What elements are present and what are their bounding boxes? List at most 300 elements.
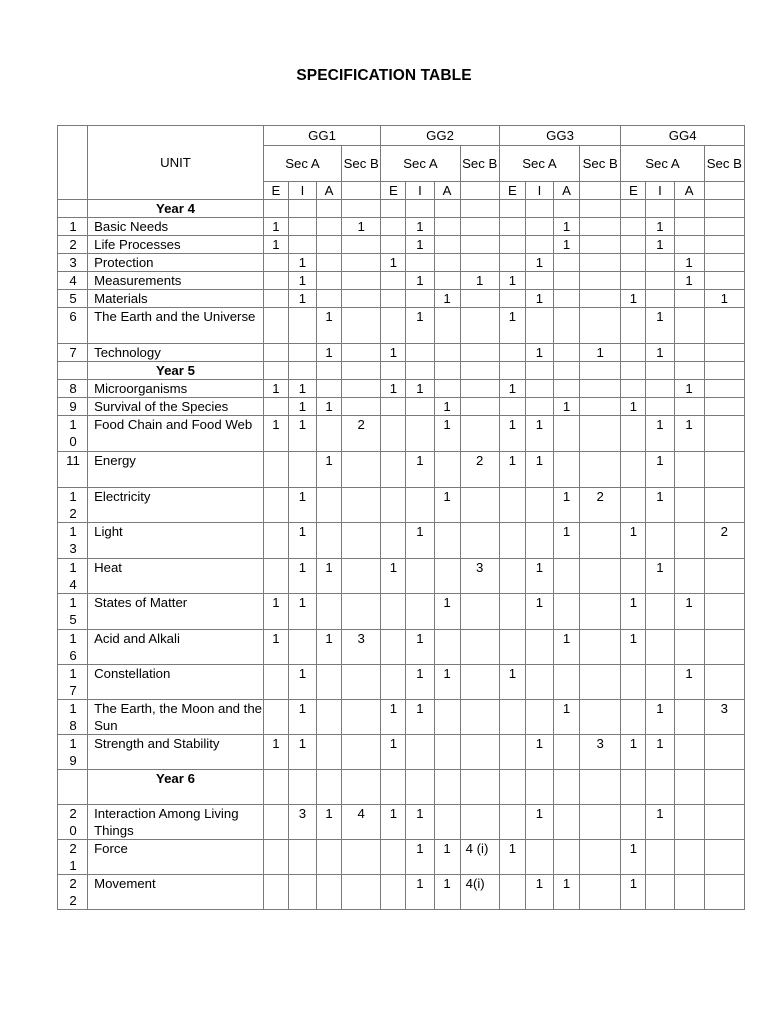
score-cell: 1 xyxy=(317,452,342,488)
score-cell xyxy=(646,254,674,272)
table-row xyxy=(58,218,745,236)
unit-number-text: 19 xyxy=(69,736,77,768)
score-cell xyxy=(674,344,704,362)
score-cell: 1 xyxy=(406,805,434,840)
header-sec-a: Sec A xyxy=(263,146,341,182)
unit-number xyxy=(58,380,88,398)
score-cell: 1 xyxy=(525,290,553,308)
score-cell xyxy=(621,218,646,236)
unit-name: Strength and Stability xyxy=(88,735,264,770)
score-cell xyxy=(406,735,434,770)
score-cell xyxy=(342,665,381,700)
score-cell: 1 xyxy=(434,665,460,700)
score-cell: 1 xyxy=(554,523,580,559)
score-cell xyxy=(342,875,381,910)
score-cell xyxy=(554,840,580,875)
unit-name: The Earth and the Universe xyxy=(88,308,264,344)
score-cell xyxy=(263,665,288,700)
score-cell xyxy=(704,308,744,344)
unit-number-text: 1 xyxy=(69,219,77,234)
score-cell xyxy=(646,523,674,559)
score-cell: 1 xyxy=(621,290,646,308)
score-cell xyxy=(434,272,460,290)
score-cell xyxy=(704,665,744,700)
score-cell xyxy=(342,735,381,770)
score-cell xyxy=(434,344,460,362)
score-cell xyxy=(460,665,499,700)
header-sub-i: I xyxy=(525,182,553,200)
year-empty-cell xyxy=(704,362,744,380)
score-cell xyxy=(704,488,744,523)
score-cell xyxy=(646,380,674,398)
score-cell: 1 xyxy=(554,700,580,735)
score-cell xyxy=(554,594,580,630)
year-row xyxy=(58,362,745,380)
table-row xyxy=(58,559,745,594)
unit-number xyxy=(58,254,88,272)
score-cell xyxy=(674,630,704,665)
unit-number xyxy=(58,700,88,735)
score-cell xyxy=(499,875,525,910)
score-cell xyxy=(381,523,406,559)
score-cell xyxy=(381,875,406,910)
score-cell xyxy=(381,665,406,700)
score-cell xyxy=(263,452,288,488)
score-cell: 1 xyxy=(674,272,704,290)
score-cell: 1 xyxy=(288,380,316,398)
score-cell xyxy=(621,805,646,840)
score-cell xyxy=(406,398,434,416)
score-cell xyxy=(704,735,744,770)
score-cell: 1 xyxy=(288,272,316,290)
unit-name: Basic Needs xyxy=(88,218,264,236)
year-empty-cell xyxy=(554,362,580,380)
score-cell: 1 xyxy=(499,416,525,452)
header-sub-a: A xyxy=(317,182,342,200)
score-cell xyxy=(554,308,580,344)
score-cell xyxy=(460,380,499,398)
score-cell: 1 xyxy=(288,735,316,770)
score-cell: 1 xyxy=(434,875,460,910)
score-cell xyxy=(263,523,288,559)
score-cell xyxy=(704,630,744,665)
score-cell: 1 xyxy=(646,452,674,488)
year-empty-cell xyxy=(434,362,460,380)
unit-number xyxy=(58,236,88,254)
score-cell xyxy=(704,236,744,254)
unit-name: Movement xyxy=(88,875,264,910)
unit-number-text: 6 xyxy=(69,309,77,324)
score-cell: 1 xyxy=(434,840,460,875)
score-cell xyxy=(554,452,580,488)
score-cell xyxy=(499,344,525,362)
unit-number xyxy=(58,735,88,770)
score-cell: 1 xyxy=(460,272,499,290)
score-cell xyxy=(704,452,744,488)
unit-number xyxy=(58,805,88,840)
year-empty-cell xyxy=(621,362,646,380)
score-cell xyxy=(342,380,381,398)
score-cell xyxy=(381,290,406,308)
score-cell xyxy=(288,630,316,665)
score-cell xyxy=(674,308,704,344)
score-cell xyxy=(621,344,646,362)
score-cell xyxy=(317,416,342,452)
year-empty-cell xyxy=(381,362,406,380)
score-cell: 1 xyxy=(406,630,434,665)
unit-number xyxy=(58,840,88,875)
score-cell xyxy=(525,523,553,559)
table-row xyxy=(58,308,745,344)
score-cell xyxy=(317,875,342,910)
score-cell xyxy=(460,416,499,452)
score-cell: 1 xyxy=(406,380,434,398)
score-cell: 1 xyxy=(288,254,316,272)
year-empty-cell xyxy=(554,770,580,805)
score-cell: 1 xyxy=(381,344,406,362)
score-cell xyxy=(460,398,499,416)
score-cell xyxy=(499,398,525,416)
score-cell xyxy=(263,290,288,308)
score-cell xyxy=(674,840,704,875)
score-cell: 1 xyxy=(646,559,674,594)
score-cell: 1 xyxy=(288,416,316,452)
score-cell xyxy=(263,700,288,735)
header-group-gg2: GG2 xyxy=(381,126,500,146)
score-cell xyxy=(342,344,381,362)
score-cell xyxy=(434,236,460,254)
year-empty-cell xyxy=(674,770,704,805)
score-cell xyxy=(460,290,499,308)
score-cell: 1 xyxy=(499,380,525,398)
score-cell xyxy=(317,254,342,272)
year-empty-cell xyxy=(434,770,460,805)
score-cell xyxy=(317,735,342,770)
score-cell: 1 xyxy=(525,875,553,910)
score-cell xyxy=(580,700,621,735)
score-cell xyxy=(580,218,621,236)
score-cell xyxy=(381,416,406,452)
year-label: Year 6 xyxy=(88,770,264,805)
unit-name: Measurements xyxy=(88,272,264,290)
unit-number-text: 2 xyxy=(69,237,77,252)
page-title: SPECIFICATION TABLE xyxy=(296,67,472,84)
score-cell xyxy=(525,236,553,254)
score-cell: 1 xyxy=(317,630,342,665)
unit-name: Light xyxy=(88,523,264,559)
unit-name: Electricity xyxy=(88,488,264,523)
score-cell xyxy=(263,398,288,416)
score-cell xyxy=(317,218,342,236)
table-row xyxy=(58,290,745,308)
unit-name: Energy xyxy=(88,452,264,488)
header-sub-e: E xyxy=(499,182,525,200)
score-cell xyxy=(621,559,646,594)
year-empty-cell xyxy=(406,770,434,805)
unit-name: The Earth, the Moon and the Sun xyxy=(88,700,264,735)
score-cell xyxy=(342,272,381,290)
score-cell: 1 xyxy=(525,594,553,630)
score-cell xyxy=(621,416,646,452)
score-cell: 3 xyxy=(460,559,499,594)
unit-number-text: 17 xyxy=(69,666,77,698)
score-cell xyxy=(288,218,316,236)
table-row xyxy=(58,875,745,910)
unit-number xyxy=(58,290,88,308)
year-row xyxy=(58,200,745,218)
year-empty-cell xyxy=(525,200,553,218)
score-cell xyxy=(317,272,342,290)
score-cell: 1 xyxy=(263,236,288,254)
specification-table xyxy=(57,125,745,910)
header-sec-b: Sec B xyxy=(460,146,499,182)
score-cell: 1 xyxy=(621,594,646,630)
unit-number xyxy=(58,308,88,344)
score-cell xyxy=(434,218,460,236)
header-group-gg4: GG4 xyxy=(621,126,745,146)
score-cell xyxy=(434,559,460,594)
score-cell: 1 xyxy=(381,700,406,735)
score-cell xyxy=(460,218,499,236)
score-cell xyxy=(263,559,288,594)
score-cell: 1 xyxy=(406,236,434,254)
score-cell: 1 xyxy=(499,308,525,344)
score-cell xyxy=(580,398,621,416)
year-empty-cell xyxy=(263,362,288,380)
score-cell xyxy=(263,344,288,362)
score-cell xyxy=(499,290,525,308)
score-cell xyxy=(434,805,460,840)
score-cell xyxy=(525,630,553,665)
unit-number-text: 18 xyxy=(69,701,77,733)
table-row xyxy=(58,452,745,488)
table-row xyxy=(58,523,745,559)
score-cell xyxy=(580,523,621,559)
score-cell: 1 xyxy=(317,398,342,416)
score-cell: 1 xyxy=(434,398,460,416)
score-cell xyxy=(342,254,381,272)
score-cell: 1 xyxy=(554,236,580,254)
score-cell xyxy=(674,805,704,840)
score-cell: 3 xyxy=(580,735,621,770)
score-cell: 1 xyxy=(674,665,704,700)
score-cell xyxy=(525,840,553,875)
score-cell xyxy=(288,840,316,875)
score-cell: 1 xyxy=(621,840,646,875)
unit-number xyxy=(58,272,88,290)
year-empty-cell xyxy=(674,362,704,380)
header-no-cell xyxy=(58,126,88,200)
score-cell xyxy=(381,452,406,488)
score-cell: 1 xyxy=(288,700,316,735)
score-cell: 1 xyxy=(646,218,674,236)
score-cell: 1 xyxy=(525,416,553,452)
unit-number-text: 13 xyxy=(69,524,77,556)
score-cell xyxy=(704,805,744,840)
year-empty-cell xyxy=(288,770,316,805)
score-cell xyxy=(342,700,381,735)
score-cell xyxy=(704,398,744,416)
year-empty-cell xyxy=(288,362,316,380)
score-cell xyxy=(460,735,499,770)
score-cell xyxy=(674,452,704,488)
score-cell xyxy=(704,594,744,630)
score-cell xyxy=(263,805,288,840)
year-empty-cell xyxy=(263,770,288,805)
score-cell: 4(i) xyxy=(460,875,499,910)
score-cell xyxy=(704,380,744,398)
score-cell xyxy=(646,630,674,665)
year-empty-cell xyxy=(263,200,288,218)
score-cell: 1 xyxy=(342,218,381,236)
score-cell xyxy=(381,308,406,344)
score-cell: 1 xyxy=(580,344,621,362)
score-cell xyxy=(342,594,381,630)
score-cell xyxy=(342,452,381,488)
year-empty-cell xyxy=(554,200,580,218)
score-cell: 1 xyxy=(288,488,316,523)
score-cell xyxy=(406,344,434,362)
score-cell xyxy=(704,416,744,452)
score-cell xyxy=(554,416,580,452)
unit-name: Technology xyxy=(88,344,264,362)
score-cell xyxy=(460,488,499,523)
score-cell: 1 xyxy=(554,488,580,523)
table-row xyxy=(58,840,745,875)
table-row xyxy=(58,700,745,735)
table-row xyxy=(58,594,745,630)
score-cell xyxy=(317,290,342,308)
year-empty-cell xyxy=(704,770,744,805)
unit-name: Materials xyxy=(88,290,264,308)
score-cell xyxy=(288,452,316,488)
unit-name: Force xyxy=(88,840,264,875)
score-cell xyxy=(460,236,499,254)
score-cell: 1 xyxy=(674,594,704,630)
score-cell xyxy=(554,290,580,308)
score-cell: 1 xyxy=(406,218,434,236)
score-cell xyxy=(525,665,553,700)
score-cell xyxy=(381,630,406,665)
score-cell: 1 xyxy=(406,523,434,559)
score-cell xyxy=(499,735,525,770)
score-cell xyxy=(580,236,621,254)
score-cell xyxy=(704,840,744,875)
score-cell: 1 xyxy=(621,735,646,770)
score-cell xyxy=(317,236,342,254)
header-sec-a: Sec A xyxy=(381,146,460,182)
unit-name: Life Processes xyxy=(88,236,264,254)
header-sub-a: A xyxy=(434,182,460,200)
table-row xyxy=(58,416,745,452)
year-empty-cell xyxy=(580,200,621,218)
score-cell xyxy=(317,700,342,735)
score-cell xyxy=(263,254,288,272)
score-cell xyxy=(406,416,434,452)
table-row xyxy=(58,398,745,416)
unit-name: States of Matter xyxy=(88,594,264,630)
score-cell xyxy=(704,875,744,910)
header-sub-a: A xyxy=(674,182,704,200)
score-cell xyxy=(580,559,621,594)
score-cell xyxy=(499,254,525,272)
unit-number-text: 22 xyxy=(69,876,77,908)
score-cell xyxy=(342,488,381,523)
score-cell: 1 xyxy=(525,344,553,362)
year-empty-cell xyxy=(580,362,621,380)
score-cell xyxy=(554,665,580,700)
score-cell xyxy=(621,452,646,488)
score-cell xyxy=(621,254,646,272)
score-cell xyxy=(406,488,434,523)
header-sec-b: Sec B xyxy=(580,146,621,182)
score-cell xyxy=(460,344,499,362)
score-cell: 1 xyxy=(554,398,580,416)
score-cell: 1 xyxy=(381,254,406,272)
score-cell: 1 xyxy=(646,488,674,523)
score-cell xyxy=(580,452,621,488)
score-cell: 1 xyxy=(263,630,288,665)
score-cell: 1 xyxy=(646,805,674,840)
score-cell xyxy=(704,344,744,362)
score-cell xyxy=(381,488,406,523)
score-cell xyxy=(381,236,406,254)
score-cell xyxy=(342,559,381,594)
score-cell: 1 xyxy=(434,594,460,630)
unit-number xyxy=(58,559,88,594)
score-cell: 1 xyxy=(646,308,674,344)
score-cell xyxy=(580,875,621,910)
score-cell xyxy=(621,272,646,290)
year-label: Year 4 xyxy=(88,200,264,218)
score-cell xyxy=(499,559,525,594)
score-cell: 1 xyxy=(406,700,434,735)
year-empty-cell xyxy=(406,200,434,218)
score-cell xyxy=(263,840,288,875)
score-cell xyxy=(288,236,316,254)
score-cell xyxy=(342,236,381,254)
unit-number xyxy=(58,875,88,910)
unit-name: Constellation xyxy=(88,665,264,700)
score-cell xyxy=(434,735,460,770)
year-empty-cell xyxy=(317,770,342,805)
score-cell xyxy=(460,700,499,735)
header-sub-e: E xyxy=(621,182,646,200)
unit-number-text: 9 xyxy=(69,399,77,414)
score-cell xyxy=(342,523,381,559)
score-cell xyxy=(580,840,621,875)
score-cell: 1 xyxy=(674,416,704,452)
table-row xyxy=(58,735,745,770)
score-cell xyxy=(499,488,525,523)
score-cell: 1 xyxy=(621,523,646,559)
year-no-cell xyxy=(58,362,88,380)
score-cell: 1 xyxy=(406,875,434,910)
score-cell xyxy=(406,254,434,272)
score-cell xyxy=(674,236,704,254)
score-cell: 3 xyxy=(342,630,381,665)
year-no-cell xyxy=(58,770,88,805)
score-cell: 1 xyxy=(288,665,316,700)
score-cell: 1 xyxy=(288,523,316,559)
unit-name: Acid and Alkali xyxy=(88,630,264,665)
table-row xyxy=(58,254,745,272)
score-cell xyxy=(499,805,525,840)
score-cell: 1 xyxy=(381,735,406,770)
score-cell xyxy=(580,416,621,452)
score-cell xyxy=(674,523,704,559)
score-cell: 2 xyxy=(342,416,381,452)
